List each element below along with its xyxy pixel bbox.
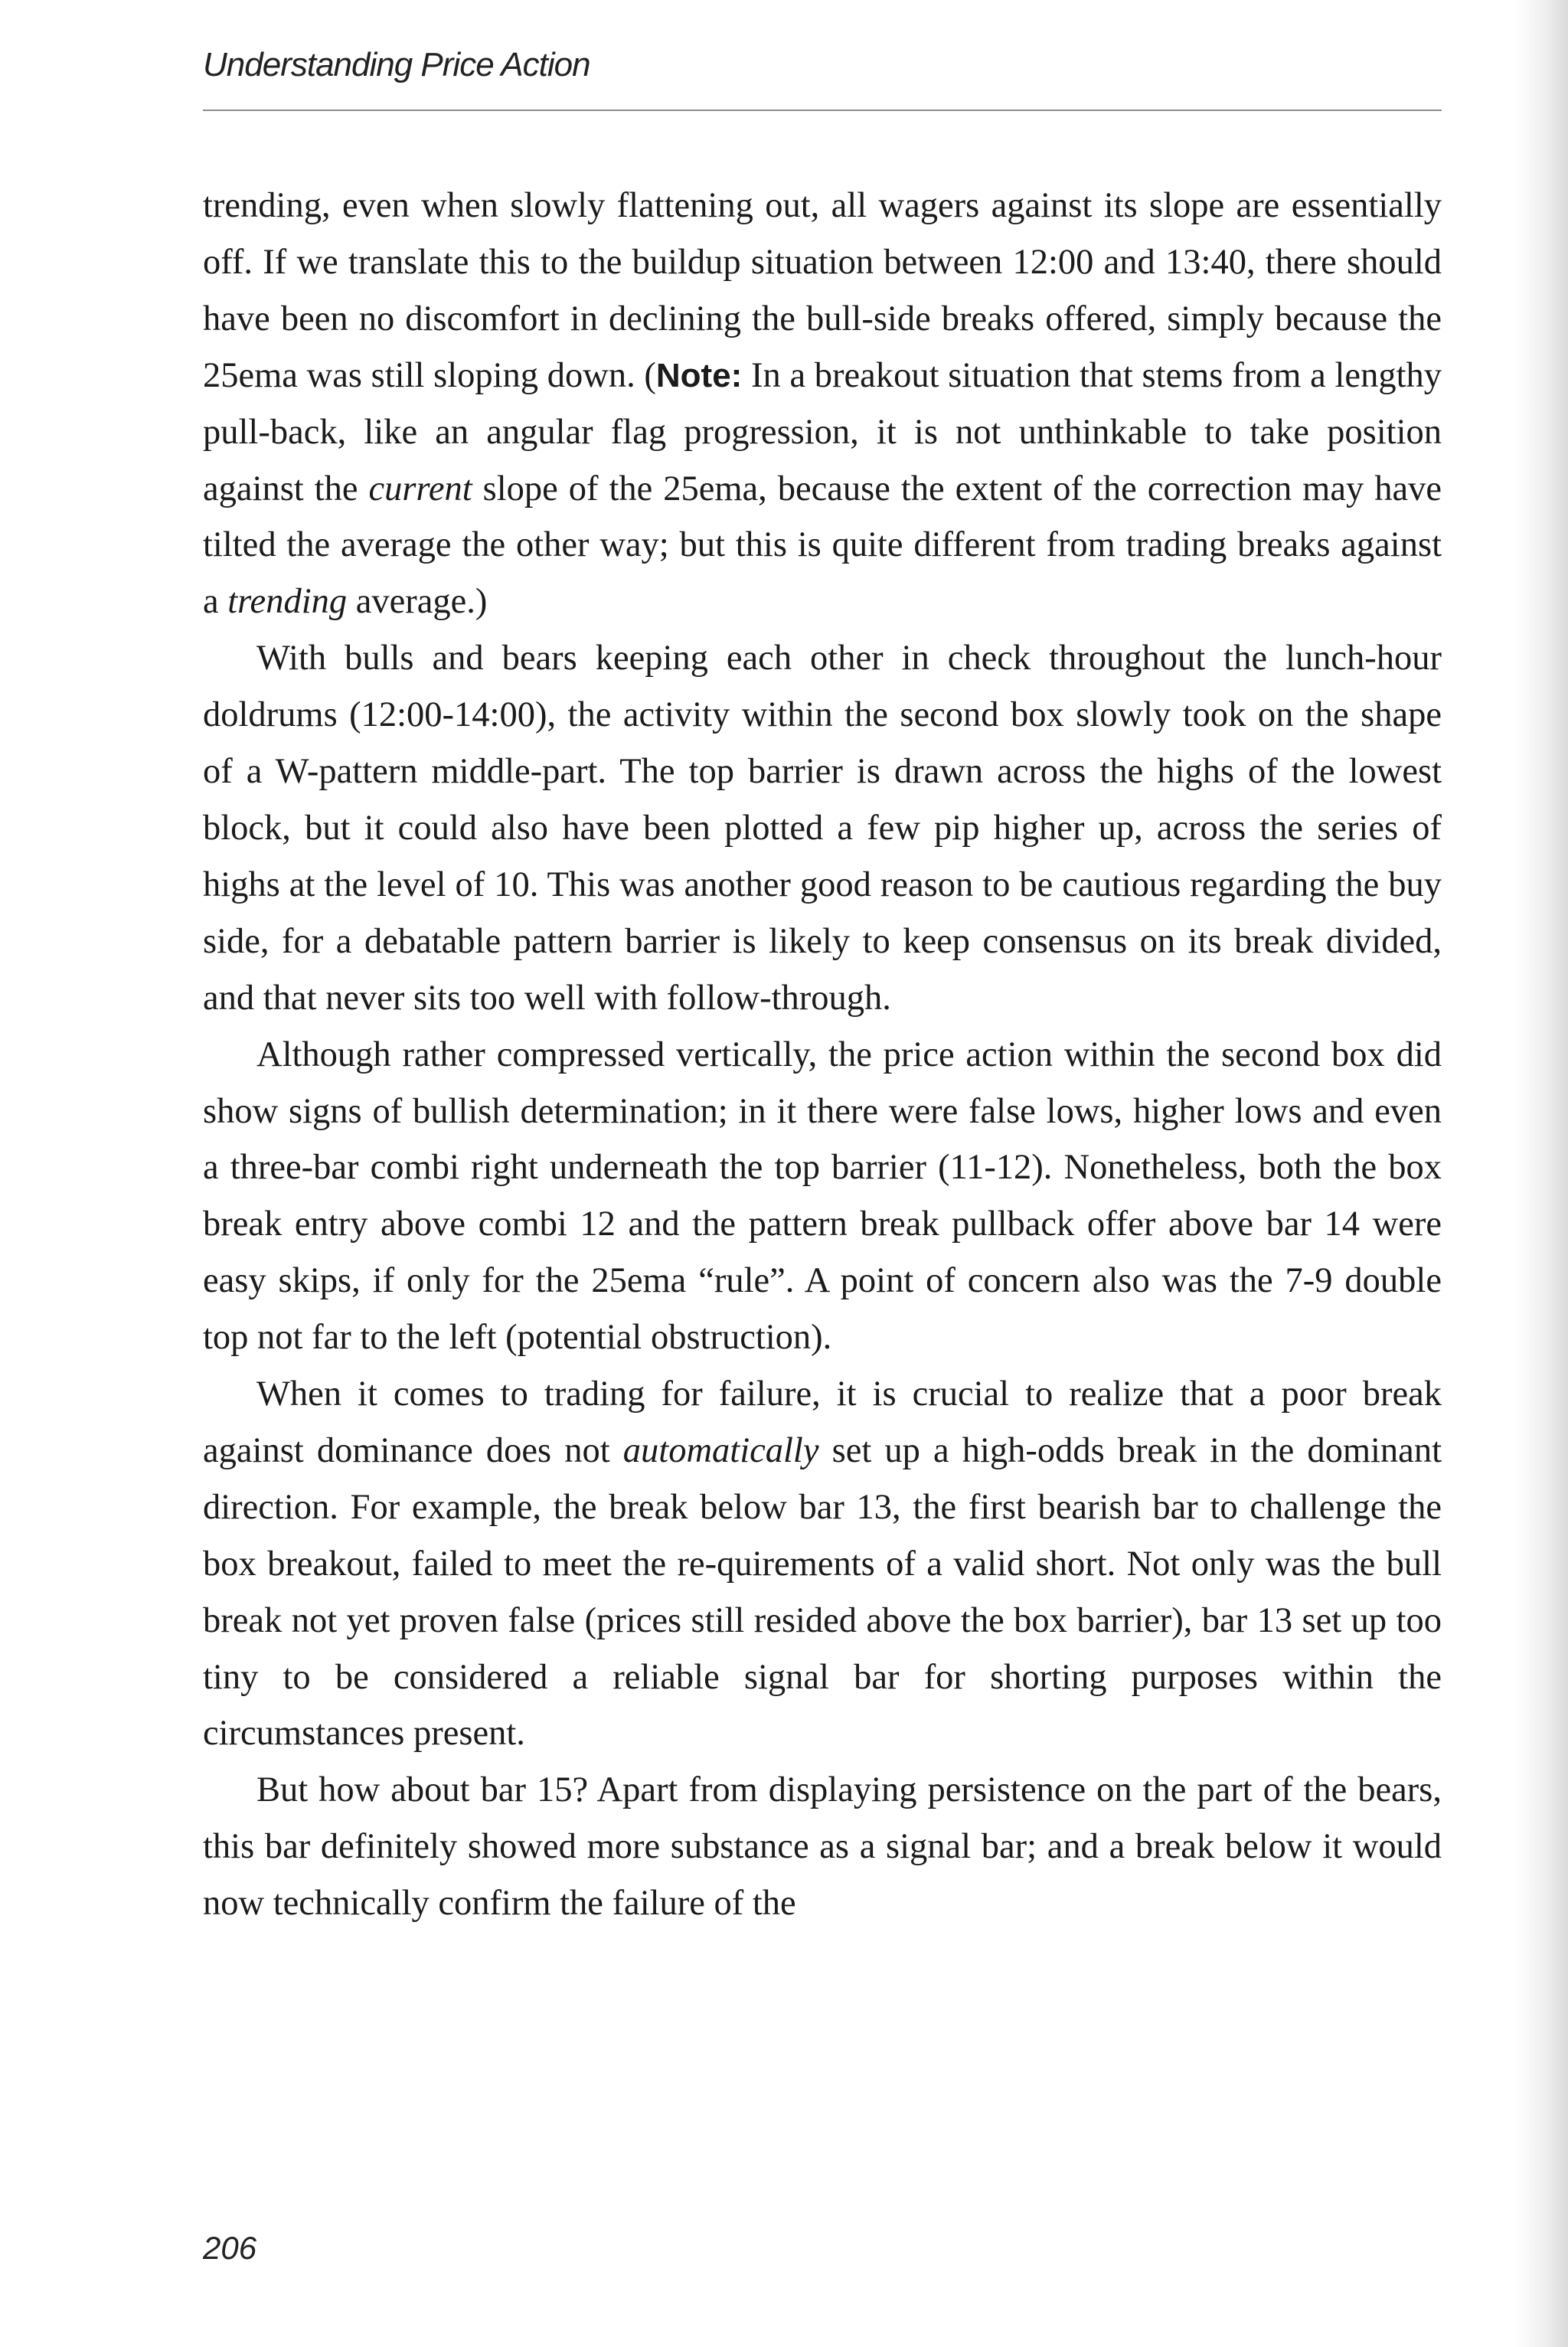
paragraph-1: trending, even when slowly flattening out, all wagers against its slope are essentially off. If we translate this to the buildup situation between 12:00 and 13:40, there should have been no discomfort in declining the bull-side breaks offered, simply because the 25ema was still sloping down. (Note: In a breakout situation that stems from a lengthy pull-back, like an angular flag progression, it is not unthinkable to take position against the current slope of the 25ema, because the extent of the correction may have tilted the average the other way; but this is quite different from trading breaks against a trending average.): [203, 186, 1442, 622]
page-number: 206: [203, 2230, 257, 2266]
note-label: Note:: [655, 356, 743, 394]
emphasis-current: current: [368, 469, 472, 508]
paragraph-5: But how about bar 15? Apart from displaying persistence on the part of the bears, this bar definitely showed more substance as a signal bar; and a break below it would now technically confirm the failure of the: [203, 1770, 1442, 1924]
page-edge-shadow: [1514, 0, 1568, 2347]
paragraph-2: With bulls and bears keeping each other in check throughout the lunch-hour doldrums (12:00-14:00), the activity within the second box slowly took on the shape of a W-pattern middle-part. The top barrier is drawn across the highs of the lowest block, but it could also have been plotted a few pip higher up, across the series of highs at the level of 10. This was another good reason to be cautious regarding the buy side, for a debatable pattern barrier is likely to keep consensus on its break divided, and that never sits too well with follow-through.: [203, 639, 1442, 1018]
emphasis-trending: trending: [227, 582, 348, 622]
paragraph-4: When it comes to trading for failure, it is crucial to realize that a poor break against dominance does not automatically set up a high-odds break in the dominant direction. For example, the break below bar 13, the first bearish bar to challenge the box breakout, failed to meet the re-quirements of a valid short. Not only was the bull break not yet proven false (prices still resided above the box barrier), bar 13 set up too tiny to be considered a reliable signal bar for shorting purposes within the circumstances present.: [203, 1375, 1442, 1754]
body-text: [203, 178, 1442, 1932]
paragraph-3: Although rather compressed vertically, the price action within the second box did show signs of bullish determination; in it there were false lows, higher lows and even a three-bar combi right underneath the top barrier (11-12). Nonetheless, both the box break entry above combi 12 and the pattern break pullback offer above bar 14 were easy skips, if only for the 25ema “rule”. A point of concern also was the 7-9 double top not far to the left (potential obstruction).: [203, 1035, 1442, 1358]
emphasis-automatically: automatically: [622, 1430, 819, 1470]
running-head: Understanding Price Action: [203, 46, 590, 83]
header-rule: [203, 110, 1442, 111]
